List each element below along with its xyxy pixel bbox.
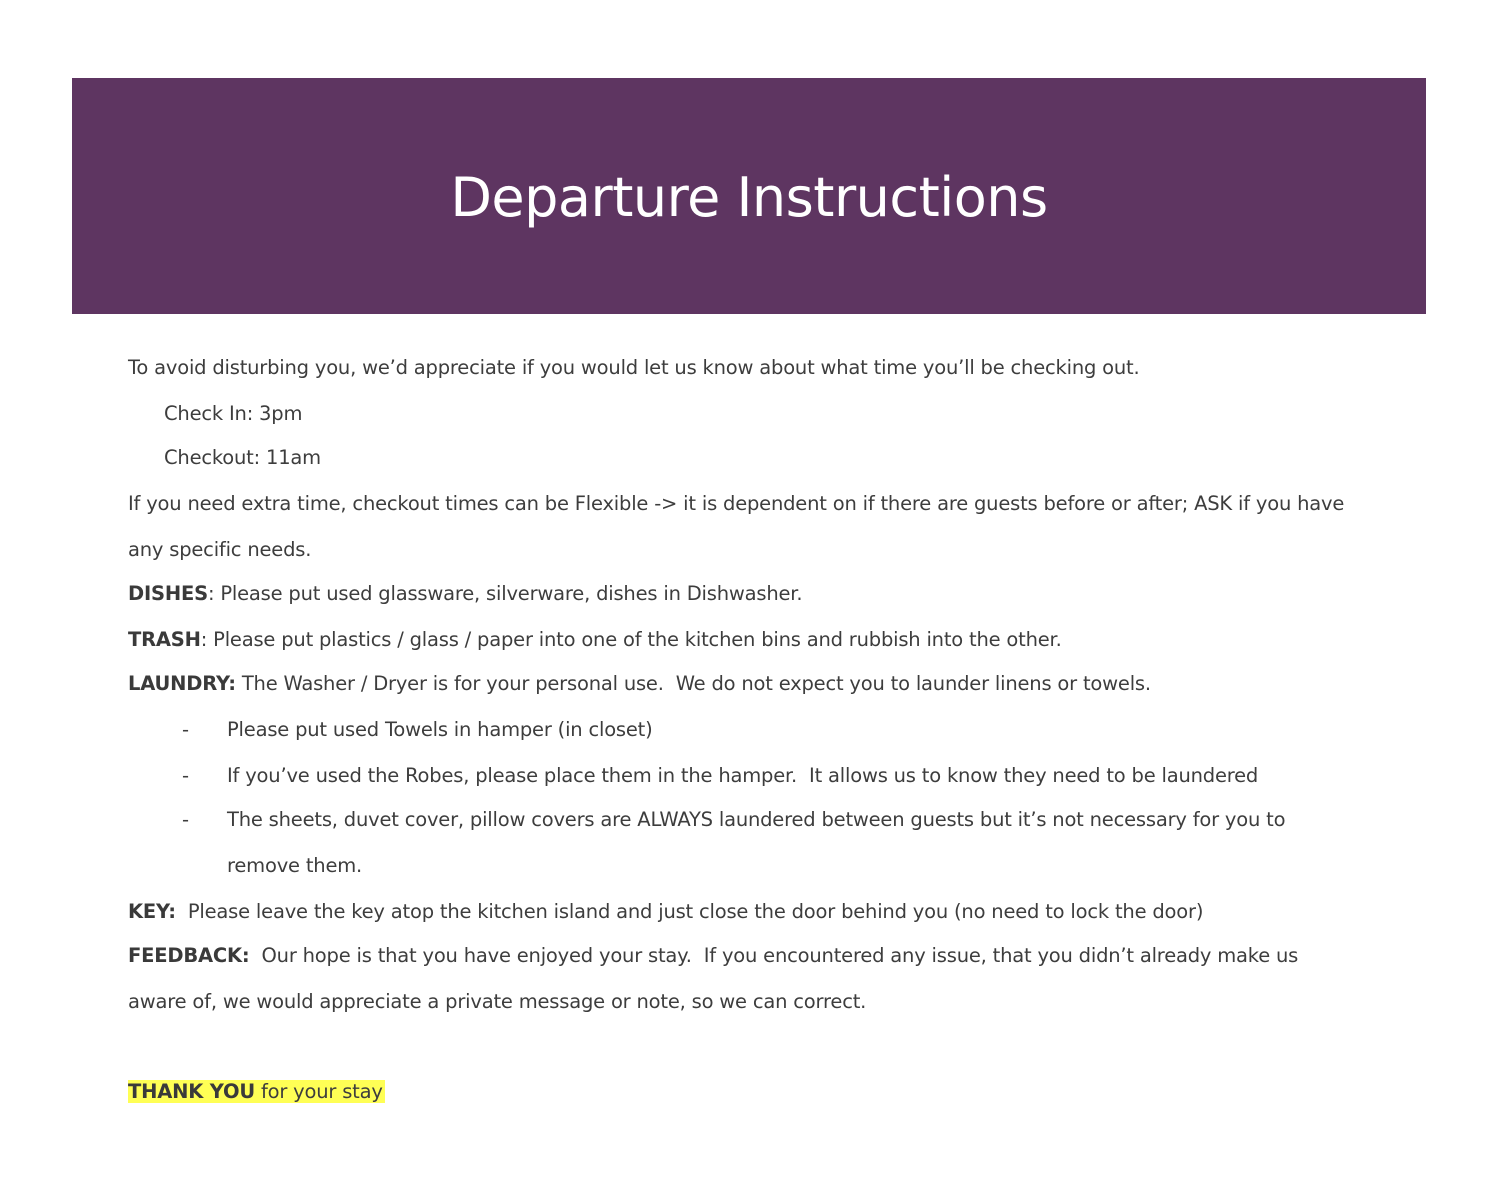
dishes-instruction xyxy=(128,581,802,607)
dishes-label: DISHES xyxy=(128,582,208,605)
laundry-instruction xyxy=(128,671,1151,697)
bullet-dash: - xyxy=(182,764,190,787)
checkout-time: Checkout: 11am xyxy=(164,446,321,469)
laundry-label: LAUNDRY: xyxy=(128,672,236,695)
intro-text: To avoid disturbing you, we’d appreciate if you would let us know about what time you’ll be checking out. xyxy=(128,356,1140,379)
bullet-dash: - xyxy=(182,808,190,831)
thank-you-note xyxy=(128,1079,385,1105)
thank-you-bold: THANK YOU xyxy=(128,1080,255,1103)
key-label: KEY: xyxy=(128,900,176,923)
bullet-dash: - xyxy=(182,718,190,741)
laundry-bullet-sheets-cont: remove them. xyxy=(227,854,363,877)
trash-label: TRASH xyxy=(128,628,201,651)
check-in-time: Check In: 3pm xyxy=(164,402,303,425)
feedback-instruction xyxy=(128,943,1298,969)
feedback-label: FEEDBACK: xyxy=(128,944,250,967)
flex-text-line-1: If you need extra time, checkout times can be Flexible -> it is dependent on if there are guests before or after; ASK if you have xyxy=(128,492,1345,515)
laundry-text: The Washer / Dryer is for your personal use. We do not expect you to launder linens or towels. xyxy=(235,672,1151,695)
page-title: Departure Instructions xyxy=(450,165,1048,229)
laundry-bullet-towels: Please put used Towels in hamper (in closet) xyxy=(227,718,653,741)
feedback-text-line-2: aware of, we would appreciate a private message or note, so we can correct. xyxy=(128,990,867,1013)
title-banner xyxy=(72,78,1426,314)
flex-text-line-2: any specific needs. xyxy=(128,538,312,561)
thank-you-highlight xyxy=(128,1080,385,1103)
feedback-text: Our hope is that you have enjoyed your stay. If you encountered any issue, that you didn’t already make us xyxy=(249,944,1299,967)
trash-instruction xyxy=(128,627,1062,653)
trash-text: : Please put plastics / glass / paper into one of the kitchen bins and rubbish into the other. xyxy=(200,628,1062,651)
key-instruction xyxy=(128,899,1203,925)
laundry-bullet-sheets: The sheets, duvet cover, pillow covers are ALWAYS laundered between guests but it’s not necessary for you to xyxy=(227,808,1286,831)
key-text: Please leave the key atop the kitchen island and just close the door behind you (no need to lock the door) xyxy=(175,900,1204,923)
dishes-text: : Please put used glassware, silverware, dishes in Dishwasher. xyxy=(207,582,803,605)
thank-you-text: for your stay xyxy=(254,1080,383,1103)
laundry-bullet-robes: If you’ve used the Robes, please place them in the hamper. It allows us to know they need to be laundered xyxy=(227,764,1259,787)
